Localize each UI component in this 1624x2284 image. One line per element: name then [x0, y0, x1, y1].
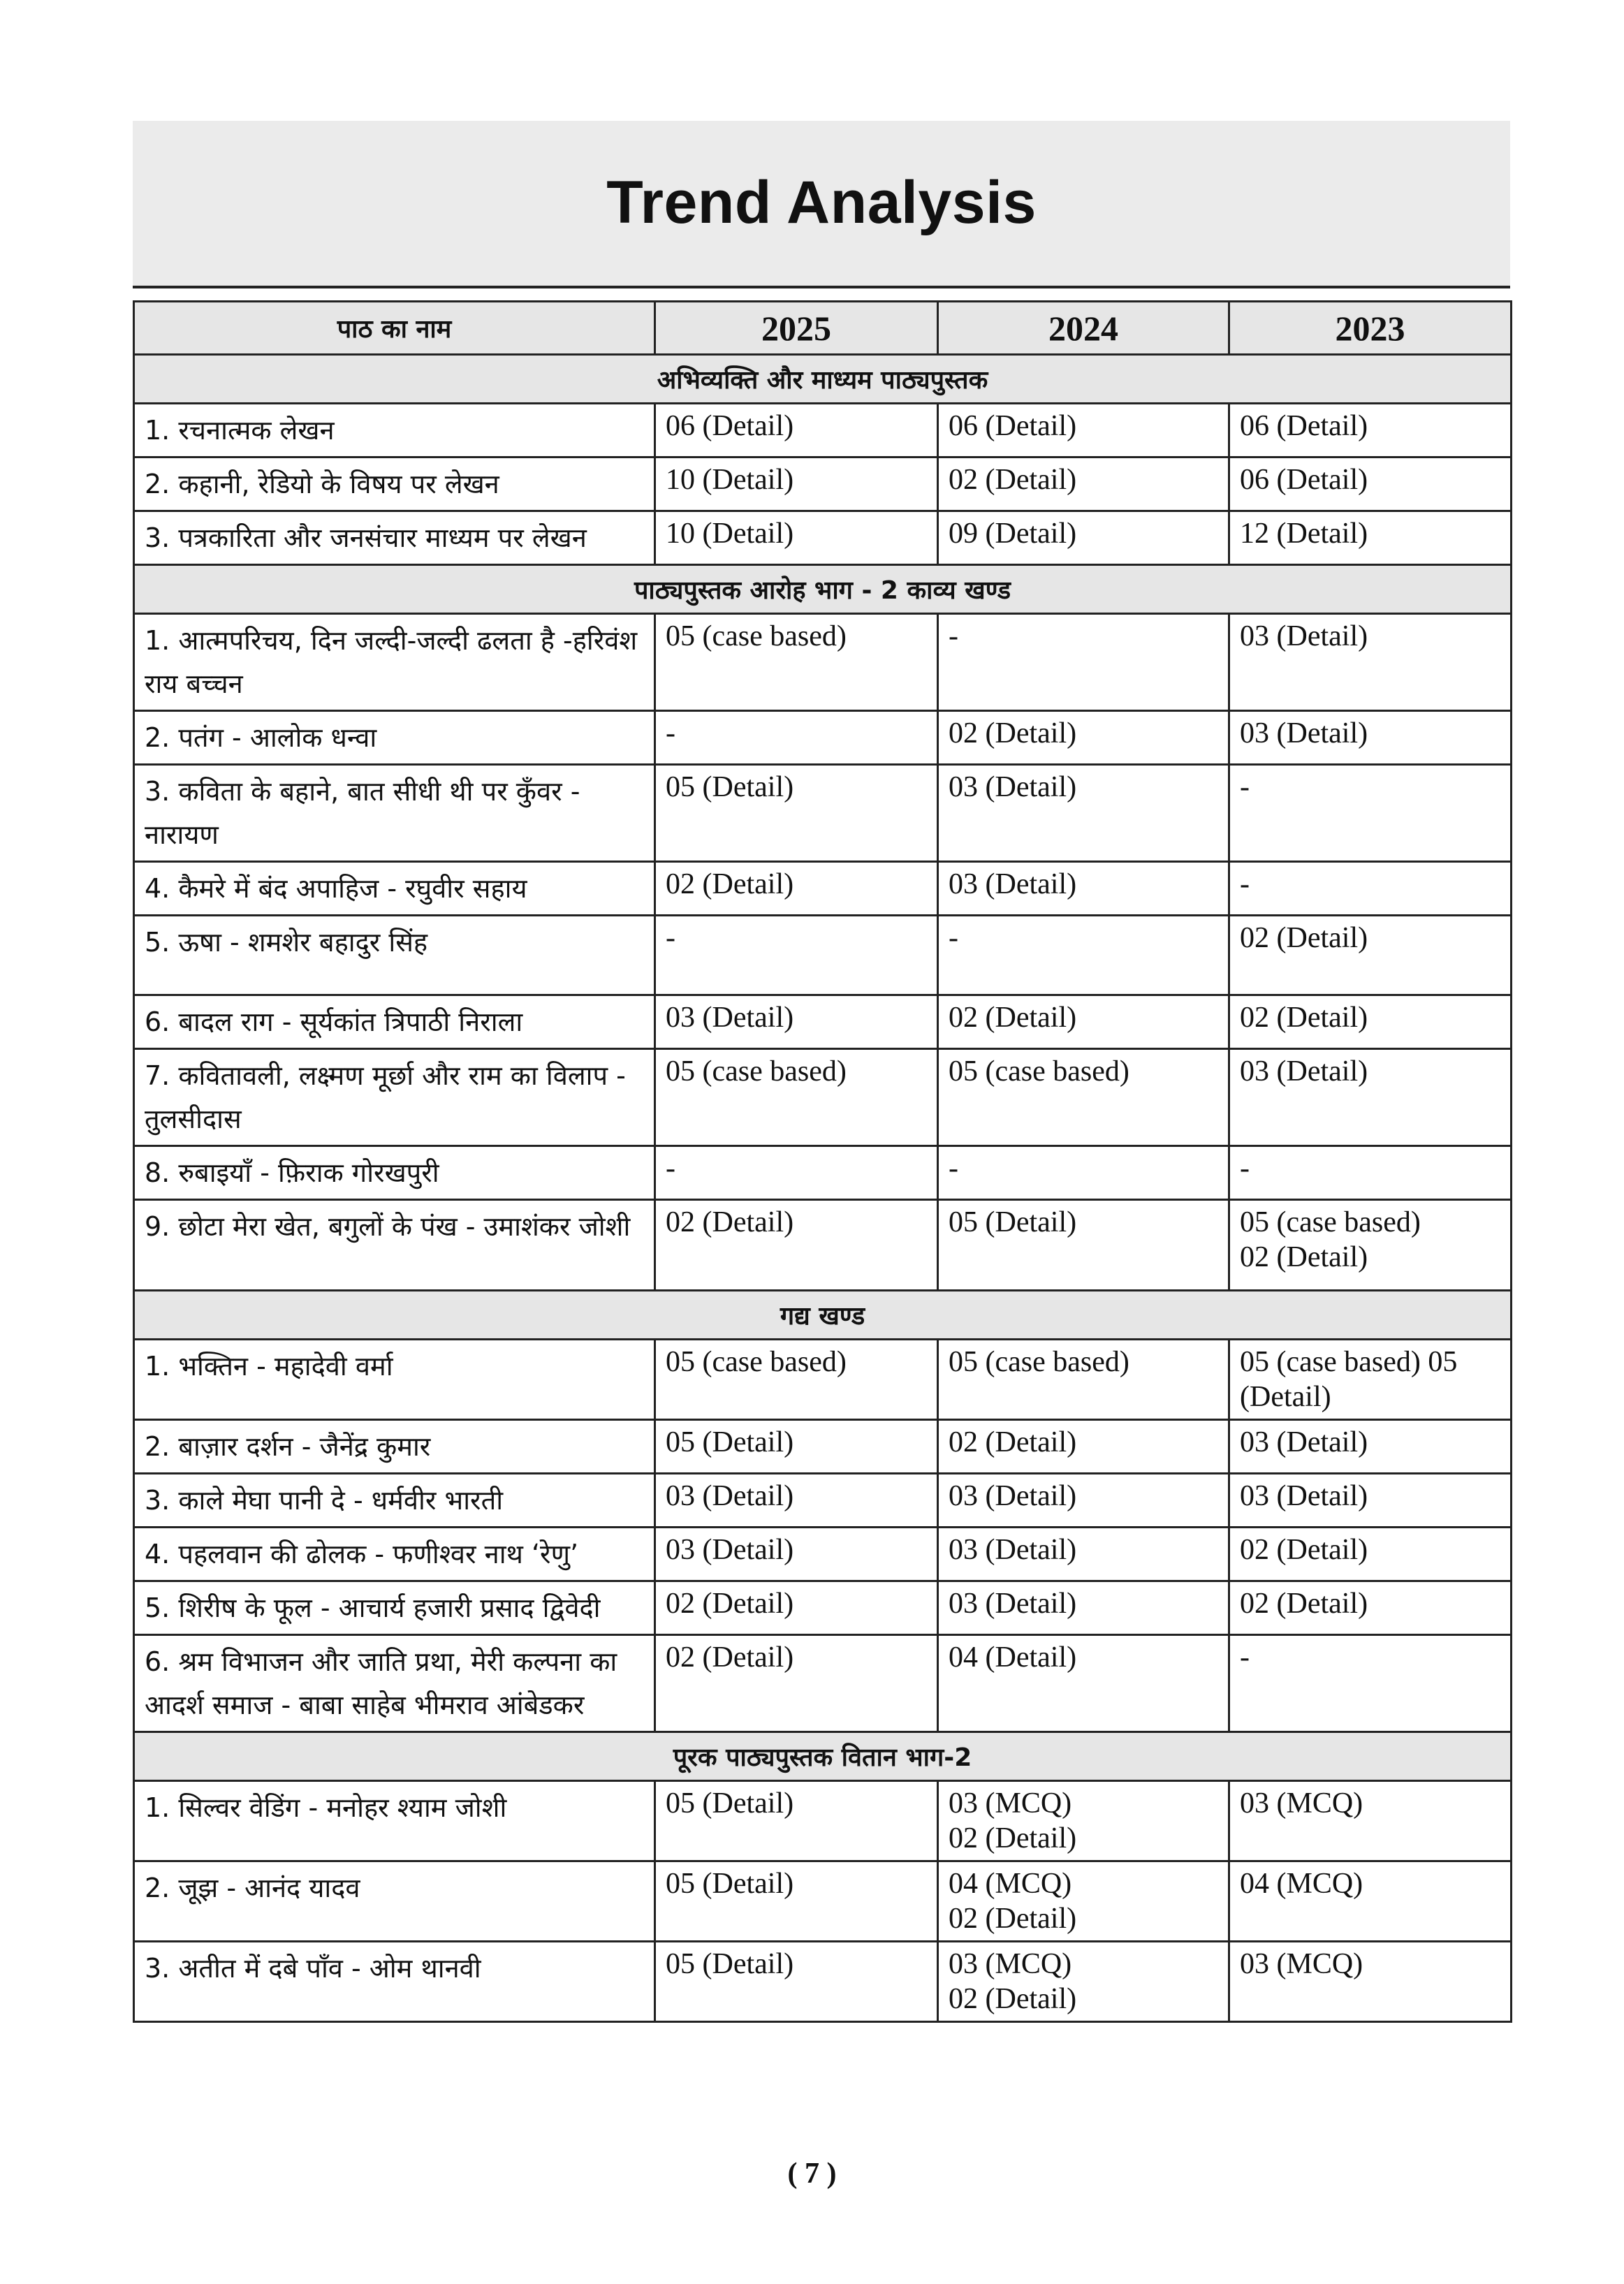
marks-cell-2024: 02 (Detail): [938, 457, 1229, 511]
marks-cell-2023: 06 (Detail): [1229, 457, 1512, 511]
marks-cell-2024: 02 (Detail): [938, 995, 1229, 1049]
table-row: [134, 1049, 1512, 1146]
marks-cell-2023: 02 (Detail): [1229, 1528, 1512, 1581]
chapter-name-cell: 1. आत्मपरिचय, दिन जल्दी-जल्दी ढलता है -हरिवंश राय बच्चन: [134, 614, 655, 711]
marks-cell-2024: 09 (Detail): [938, 511, 1229, 565]
marks-cell-2025: 05 (Detail): [655, 1861, 938, 1942]
marks-cell-2025: 05 (case based): [655, 1049, 938, 1146]
chapter-name-cell: 3. कविता के बहाने, बात सीधी थी पर कुँवर - नारायण: [134, 765, 655, 862]
section-heading: अभिव्यक्ति और माध्यम पाठ्यपुस्तक: [134, 355, 1512, 404]
chapter-name-cell: 3. काले मेघा पानी दे - धर्मवीर भारती: [134, 1474, 655, 1528]
marks-cell-2024: 02 (Detail): [938, 711, 1229, 765]
marks-cell-2024: 03 (Detail): [938, 765, 1229, 862]
marks-cell-2024: 05 (case based): [938, 1340, 1229, 1420]
table-row: [134, 1200, 1512, 1291]
table-row: [134, 916, 1512, 995]
table-row: [134, 614, 1512, 711]
table-row: [134, 995, 1512, 1049]
title-band: [133, 121, 1510, 288]
column-header-name: पाठ का नाम: [134, 302, 655, 355]
marks-cell-2023: 03 (Detail): [1229, 1474, 1512, 1528]
marks-cell-2025: 05 (Detail): [655, 765, 938, 862]
marks-cell-2023: 05 (case based) 02 (Detail): [1229, 1200, 1512, 1291]
marks-cell-2023: 02 (Detail): [1229, 995, 1512, 1049]
chapter-name-cell: 2. पतंग - आलोक धन्वा: [134, 711, 655, 765]
marks-cell-2023: 02 (Detail): [1229, 1581, 1512, 1635]
table-row: [134, 457, 1512, 511]
table-body: [134, 355, 1512, 2022]
table-row: [134, 1581, 1512, 1635]
marks-cell-2025: 03 (Detail): [655, 1474, 938, 1528]
page-title: Trend Analysis: [606, 169, 1037, 236]
chapter-name-cell: 8. रुबाइयाँ - फ़िराक गोरखपुरी: [134, 1146, 655, 1200]
chapter-name-cell: 3. अतीत में दबे पाँव - ओम थानवी: [134, 1942, 655, 2022]
marks-cell-2025: -: [655, 711, 938, 765]
chapter-name-cell: 5. शिरीष के फूल - आचार्य हजारी प्रसाद द्विवेदी: [134, 1581, 655, 1635]
marks-cell-2023: 03 (Detail): [1229, 1420, 1512, 1474]
marks-cell-2025: 06 (Detail): [655, 404, 938, 457]
marks-cell-2024: 03 (Detail): [938, 862, 1229, 916]
marks-cell-2024: 04 (MCQ) 02 (Detail): [938, 1861, 1229, 1942]
table-row: [134, 1146, 1512, 1200]
marks-cell-2025: 05 (case based): [655, 1340, 938, 1420]
marks-cell-2024: -: [938, 916, 1229, 995]
marks-cell-2025: 03 (Detail): [655, 995, 938, 1049]
marks-cell-2025: 02 (Detail): [655, 1581, 938, 1635]
marks-cell-2023: 03 (MCQ): [1229, 1942, 1512, 2022]
table-row: [134, 404, 1512, 457]
marks-cell-2025: -: [655, 1146, 938, 1200]
marks-cell-2023: 05 (case based) 05 (Detail): [1229, 1340, 1512, 1420]
marks-cell-2024: 03 (Detail): [938, 1581, 1229, 1635]
section-heading: गद्य खण्ड: [134, 1291, 1512, 1340]
marks-cell-2023: 12 (Detail): [1229, 511, 1512, 565]
marks-cell-2023: -: [1229, 1146, 1512, 1200]
marks-cell-2025: 02 (Detail): [655, 1200, 938, 1291]
marks-cell-2025: 05 (Detail): [655, 1781, 938, 1861]
marks-cell-2025: 03 (Detail): [655, 1528, 938, 1581]
marks-cell-2023: -: [1229, 1635, 1512, 1732]
table-row: [134, 1781, 1512, 1861]
chapter-name-cell: 7. कवितावली, लक्ष्मण मूर्छा और राम का विलाप - तुलसीदास: [134, 1049, 655, 1146]
chapter-name-cell: 2. जूझ - आनंद यादव: [134, 1861, 655, 1942]
marks-cell-2025: 02 (Detail): [655, 862, 938, 916]
chapter-name-cell: 1. सिल्वर वेडिंग - मनोहर श्याम जोशी: [134, 1781, 655, 1861]
table-row: [134, 862, 1512, 916]
marks-cell-2025: 05 (Detail): [655, 1420, 938, 1474]
table-row: [134, 1420, 1512, 1474]
marks-cell-2023: 04 (MCQ): [1229, 1861, 1512, 1942]
chapter-name-cell: 3. पत्रकारिता और जनसंचार माध्यम पर लेखन: [134, 511, 655, 565]
marks-cell-2024: 05 (case based): [938, 1049, 1229, 1146]
table-row: [134, 1474, 1512, 1528]
section-heading: पूरक पाठ्यपुस्तक वितान भाग-2: [134, 1732, 1512, 1781]
table-row: [134, 1635, 1512, 1732]
table-row: [134, 1861, 1512, 1942]
section-heading-row: [134, 1732, 1512, 1781]
marks-cell-2024: 06 (Detail): [938, 404, 1229, 457]
marks-cell-2023: 03 (Detail): [1229, 1049, 1512, 1146]
table-row: [134, 765, 1512, 862]
marks-cell-2025: -: [655, 916, 938, 995]
marks-cell-2024: 03 (Detail): [938, 1528, 1229, 1581]
chapter-name-cell: 2. बाज़ार दर्शन - जैनेंद्र कुमार: [134, 1420, 655, 1474]
column-header-year: 2025: [655, 302, 938, 355]
marks-cell-2024: 02 (Detail): [938, 1420, 1229, 1474]
marks-cell-2023: 03 (Detail): [1229, 614, 1512, 711]
marks-cell-2023: -: [1229, 862, 1512, 916]
table-row: [134, 1942, 1512, 2022]
section-heading-row: [134, 1291, 1512, 1340]
chapter-name-cell: 1. भक्तिन - महादेवी वर्मा: [134, 1340, 655, 1420]
chapter-name-cell: 2. कहानी, रेडियो के विषय पर लेखन: [134, 457, 655, 511]
marks-cell-2023: 03 (MCQ): [1229, 1781, 1512, 1861]
chapter-name-cell: 4. कैमरे में बंद अपाहिज - रघुवीर सहाय: [134, 862, 655, 916]
chapter-name-cell: 5. ऊषा - शमशेर बहादुर सिंह: [134, 916, 655, 995]
chapter-name-cell: 9. छोटा मेरा खेत, बगुलों के पंख - उमाशंकर जोशी: [134, 1200, 655, 1291]
trend-table: [133, 300, 1512, 2023]
marks-cell-2023: -: [1229, 765, 1512, 862]
section-heading: पाठ्यपुस्तक आरोह भाग - 2 काव्य खण्ड: [134, 565, 1512, 614]
marks-cell-2024: -: [938, 1146, 1229, 1200]
marks-cell-2024: 03 (MCQ) 02 (Detail): [938, 1942, 1229, 2022]
table-header-row: [134, 302, 1512, 355]
chapter-name-cell: 4. पहलवान की ढोलक - फणीश्वर नाथ ‘रेणु’: [134, 1528, 655, 1581]
marks-cell-2024: 03 (Detail): [938, 1474, 1229, 1528]
table-row: [134, 511, 1512, 565]
marks-cell-2023: 02 (Detail): [1229, 916, 1512, 995]
section-heading-row: [134, 565, 1512, 614]
marks-cell-2025: 02 (Detail): [655, 1635, 938, 1732]
marks-cell-2024: 05 (Detail): [938, 1200, 1229, 1291]
column-header-year: 2024: [938, 302, 1229, 355]
marks-cell-2024: 03 (MCQ) 02 (Detail): [938, 1781, 1229, 1861]
section-heading-row: [134, 355, 1512, 404]
marks-cell-2025: 05 (case based): [655, 614, 938, 711]
marks-cell-2023: 06 (Detail): [1229, 404, 1512, 457]
chapter-name-cell: 6. बादल राग - सूर्यकांत त्रिपाठी निराला: [134, 995, 655, 1049]
column-header-year: 2023: [1229, 302, 1512, 355]
marks-cell-2024: 04 (Detail): [938, 1635, 1229, 1732]
table-row: [134, 1340, 1512, 1420]
chapter-name-cell: 6. श्रम विभाजन और जाति प्रथा, मेरी कल्पना का आदर्श समाज - बाबा साहेब भीमराव आंबेडकर: [134, 1635, 655, 1732]
marks-cell-2025: 10 (Detail): [655, 457, 938, 511]
marks-cell-2025: 10 (Detail): [655, 511, 938, 565]
table-row: [134, 1528, 1512, 1581]
marks-cell-2023: 03 (Detail): [1229, 711, 1512, 765]
page-number: ( 7 ): [787, 2158, 837, 2190]
marks-cell-2024: -: [938, 614, 1229, 711]
table-row: [134, 711, 1512, 765]
chapter-name-cell: 1. रचनात्मक लेखन: [134, 404, 655, 457]
marks-cell-2025: 05 (Detail): [655, 1942, 938, 2022]
